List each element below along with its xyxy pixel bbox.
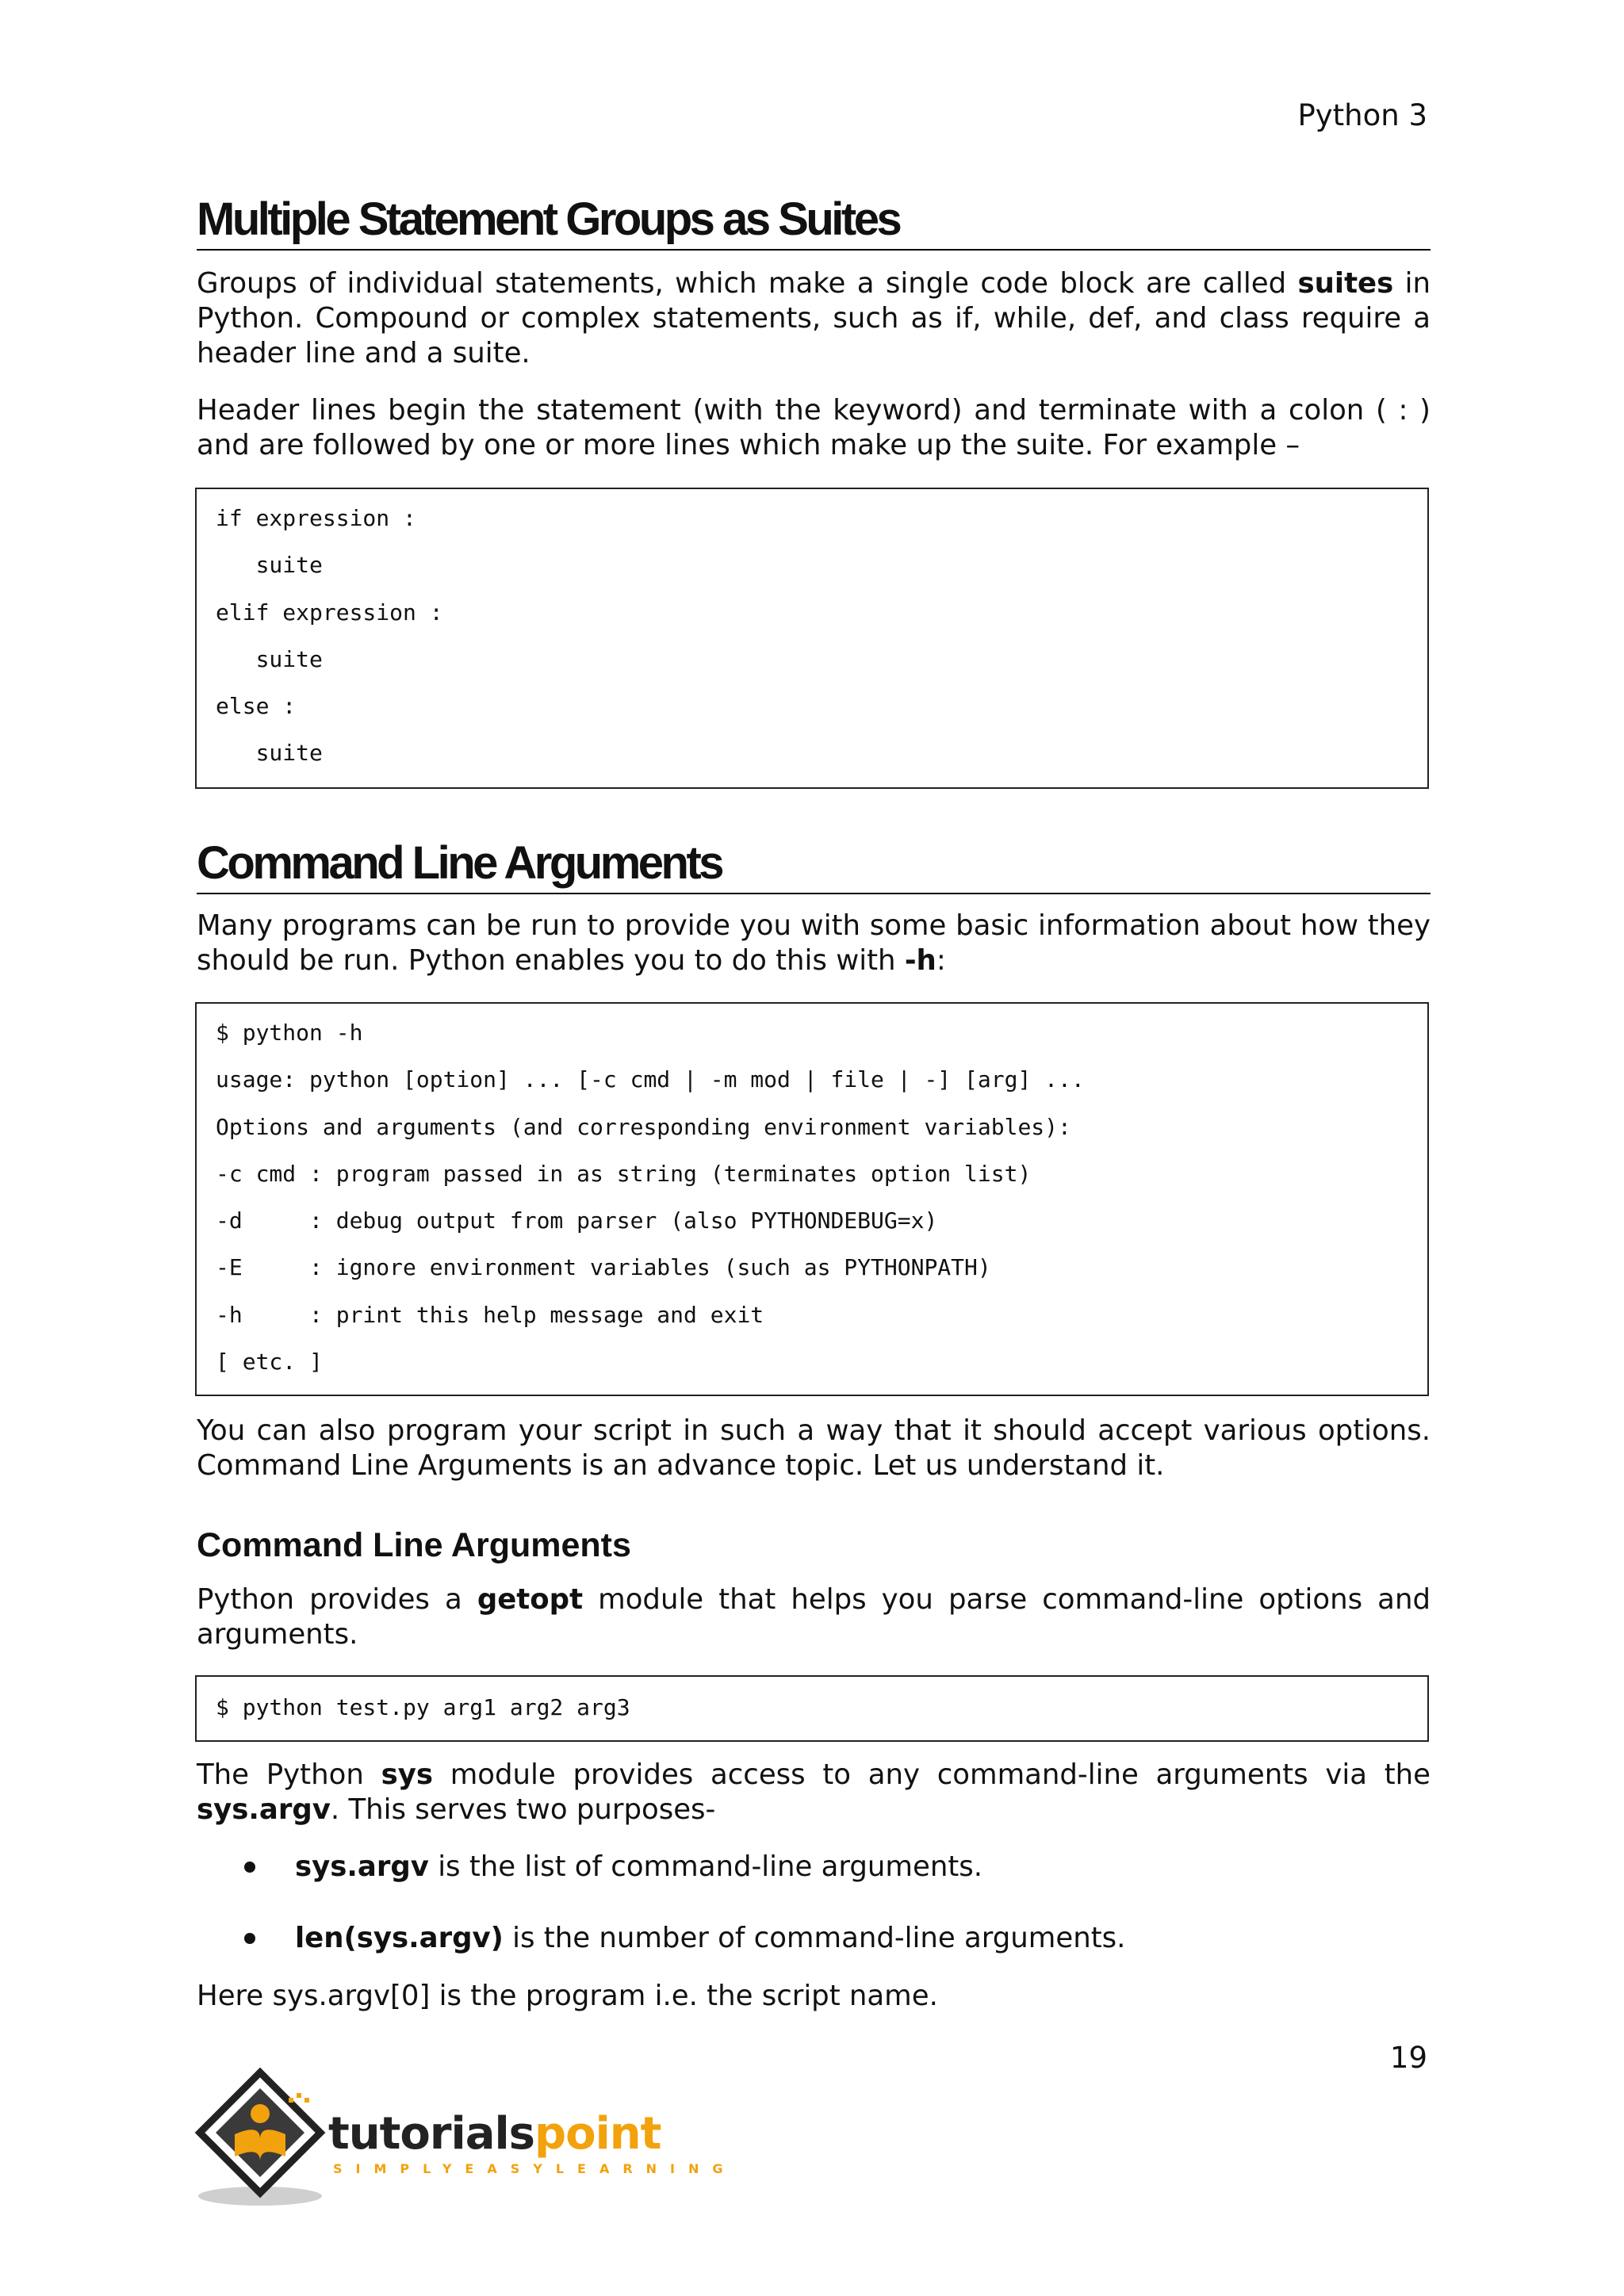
code-line: -c cmd : program passed in as string (terminates option list) <box>216 1160 1032 1187</box>
section-multiple-statement-groups <box>197 193 1431 251</box>
tutorialspoint-logo <box>193 2068 737 2210</box>
paragraph <box>197 266 1431 371</box>
subsection-command-line-arguments <box>197 1526 1431 1565</box>
code-line: elif expression : <box>216 599 443 626</box>
code-block-test-command <box>195 1675 1429 1742</box>
code-line: suite <box>216 645 323 672</box>
code-line: else : <box>216 693 297 720</box>
code-line: -d : debug output from parser (also PYTHONDEBUG=x) <box>216 1207 938 1234</box>
code-line: -h : print this help message and exit <box>216 1301 764 1328</box>
paragraph <box>197 1758 1431 1827</box>
sys-module-text: The Python sys module provides access to any command-line arguments via the sys.argv. This serves two purposes- <box>197 1758 1431 1826</box>
header-lines-text: Header lines begin the statement (with the keyword) and terminate with a colon ( : ) and are followed by one or more lines which make up the suite. For example – <box>197 394 1431 461</box>
paragraph <box>197 1414 1431 1483</box>
paragraph <box>197 393 1431 463</box>
code-block-python-help <box>195 1002 1429 1396</box>
code-line: suite <box>216 552 323 579</box>
bullet-term: sys.argv <box>295 1850 429 1883</box>
help-option-text: Many programs can be run to provide you with some basic information about how they should be run. Python enables you to do this with -h: <box>197 909 1431 977</box>
code-line: usage: python [option] ... [-c cmd | -m mod | file | -] [arg] ... <box>216 1066 1085 1093</box>
logo-wordmark: tutorialspoint <box>328 2108 661 2160</box>
running-header: Python 3 <box>1297 98 1427 132</box>
code-line: [ etc. ] <box>216 1349 323 1376</box>
paragraph <box>197 909 1431 978</box>
page-number: 19 <box>1389 2041 1427 2075</box>
section-heading: Command Line Arguments <box>197 840 1431 894</box>
section-heading: Multiple Statement Groups as Suites <box>197 197 1431 251</box>
code-line: suite <box>216 740 323 767</box>
code-block-suites <box>195 488 1429 789</box>
paragraph <box>197 1979 1431 2014</box>
argv-zero-text: Here sys.argv[0] is the program i.e. the script name. <box>197 1980 938 2012</box>
logo-diamond-icon <box>193 2068 336 2210</box>
logo-tagline: SIMPLYEASYLEARNING <box>333 2161 737 2176</box>
paragraph <box>197 1582 1431 1652</box>
bullet-text: is the list of command-line arguments. <box>428 1850 983 1883</box>
suites-intro-text: Groups of individual statements, which make a single code block are called suites in Python. Compound or complex statements, such as if, while, def, and class require a header line and a suite. <box>197 267 1431 369</box>
section-command-line-arguments <box>197 837 1431 894</box>
bullet-text: is the number of command-line arguments. <box>503 1922 1126 1954</box>
code-line: Options and arguments (and corresponding environment variables): <box>216 1113 1071 1140</box>
bullet-icon <box>244 1933 255 1944</box>
code-line: $ python test.py arg1 arg2 arg3 <box>216 1694 630 1720</box>
script-options-text: You can also program your script in such a way that it should accept various options. Command Line Arguments is an advance topic. Let us understand it. <box>197 1414 1431 1482</box>
bullet-term: len(sys.argv) <box>295 1922 504 1954</box>
code-line: if expression : <box>216 505 416 531</box>
getopt-text: Python provides a getopt module that helps you parse command-line options and arguments. <box>197 1583 1431 1651</box>
code-line: $ python -h <box>216 1020 363 1046</box>
subsection-heading: Command Line Arguments <box>197 1526 631 1564</box>
code-line: -E : ignore environment variables (such as PYTHONPATH) <box>216 1254 991 1281</box>
bullet-icon <box>244 1862 255 1873</box>
